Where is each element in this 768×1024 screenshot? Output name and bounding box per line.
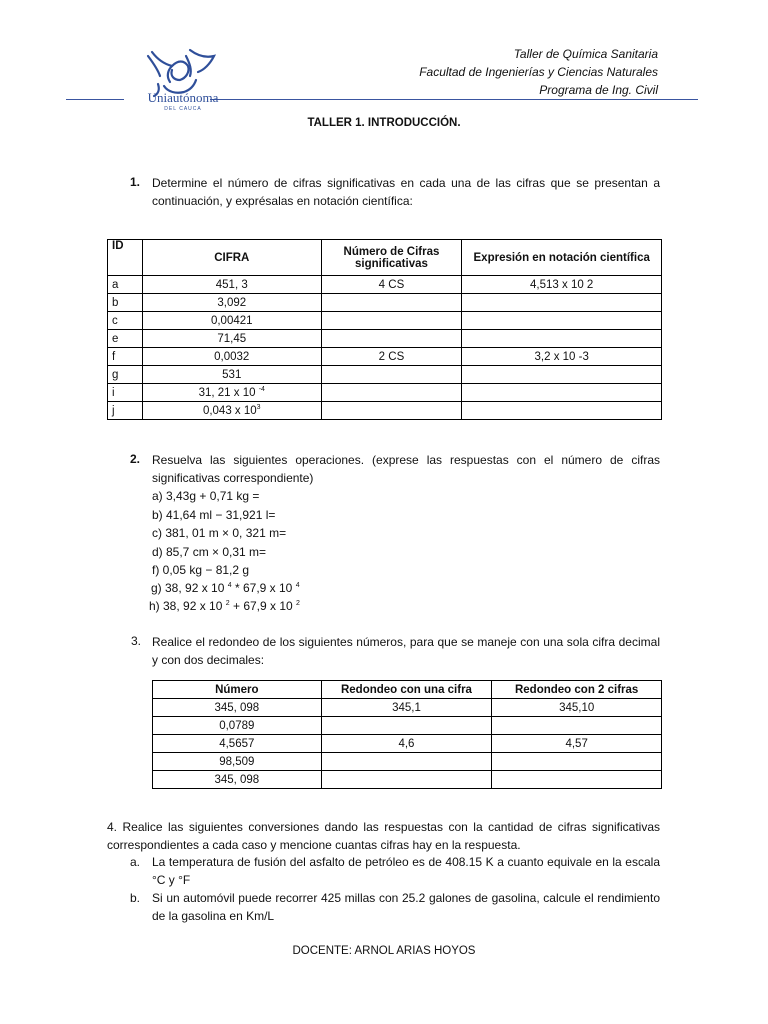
q2-op: f) 0,05 kg − 81,2 g [152, 563, 250, 577]
header-line-program: Programa de Ing. Civil [539, 83, 658, 97]
q1-cell-cs [321, 402, 462, 420]
table-row [108, 402, 662, 420]
q1-text: Determine el número de cifras significativas en cada una de las cifras que se presentan a continuación, y exprésalas en notación científica: [152, 176, 660, 208]
q3-cell-r1 [321, 771, 492, 789]
q1-cell-id: j [108, 402, 143, 420]
q4-text: 4. Realice las siguientes conversiones dando las respuestas con la cantidad de cifras significativas correspondientes a cada caso y mencione cuantas cifras hay en la respuesta. [107, 820, 660, 852]
q1-cell-id: g [108, 366, 143, 384]
q2-op: d) 85,7 cm × 0,31 m= [152, 544, 267, 559]
q3-cell-numero: 98,509 [153, 753, 322, 771]
q3-header-r2: Redondeo con 2 cifras [492, 681, 662, 699]
page-title: TALLER 1. INTRODUCCIÓN. [307, 117, 461, 129]
q1-cell-cs: 2 CS [321, 348, 462, 366]
q3-cell-r2: 345,10 [492, 699, 662, 717]
table-row [108, 312, 662, 330]
q4-b-label: b. [130, 891, 141, 905]
q1-cell-cs [321, 384, 462, 402]
q2-op: c) 381, 01 m × 0, 321 m= [152, 526, 287, 540]
q3-cell-numero: 345, 098 [153, 771, 322, 789]
q4-a-text: La temperatura de fusión del asfalto de petróleo es de 408.15 K a cuanto equivale en la escala °C y °F [152, 855, 660, 887]
q3-cell-r2: 4,57 [492, 735, 662, 753]
q1-header-exp: Expresión en notación científica [462, 240, 662, 276]
table-row [108, 294, 662, 312]
q3-cell-r2 [492, 771, 662, 789]
q3-number: 3. [131, 634, 142, 648]
q1-cell-cifra: 31, 21 x 10 $^{-4}$ [142, 384, 321, 402]
table-row [108, 366, 662, 384]
q4-a-label: a. [130, 855, 141, 869]
table-row [108, 276, 662, 294]
q1-table-header [108, 240, 662, 276]
q3-cell-r1: 345,1 [321, 699, 492, 717]
table-row [153, 771, 662, 789]
q1-cell-id: e [108, 330, 143, 348]
q1-cell-exp [462, 312, 662, 330]
q3-cell-r1: 4,6 [321, 735, 492, 753]
q3-text: Realice el redondeo de los siguientes números, para que se maneje con una sola cifra decimal y con dos decimales: [152, 635, 660, 667]
q1-cell-id: b [108, 294, 143, 312]
table-row [108, 330, 662, 348]
q2-text: Resuelva las siguientes operaciones. (exprese las respuestas con el número de cifras significativas correspondiente) [152, 453, 660, 485]
q1-cell-exp [462, 366, 662, 384]
q1-number: 1. [130, 175, 141, 189]
q2-number: 2. [130, 452, 141, 466]
q3-cell-r2 [492, 717, 662, 735]
q1-header-id: ID [108, 240, 143, 276]
q1-cell-cifra: 0,0032 [142, 348, 321, 366]
logo-subtext: DEL CAUCA [164, 106, 202, 112]
q1-cell-cs [321, 294, 462, 312]
q1-cell-exp [462, 330, 662, 348]
q2-op: a) 3,43g + 0,71 kg = [152, 489, 260, 503]
q1-cell-cifra: 0,043 x $10^3$ [142, 402, 321, 420]
table-row [153, 717, 662, 735]
q2-op: b) 41,64 ml − 31,921 l= [152, 507, 276, 522]
q1-cell-cifra: 3,092 [142, 294, 321, 312]
q1-cell-cs: 4 CS [321, 276, 462, 294]
table-row [108, 384, 662, 402]
q3-cell-r1 [321, 717, 492, 735]
footer-teacher: DOCENTE: ARNOL ARIAS HOYOS [292, 945, 476, 957]
q3-cell-numero: 345, 098 [153, 699, 322, 717]
q1-cell-exp [462, 384, 662, 402]
q1-cell-exp [462, 294, 662, 312]
table-row [153, 699, 662, 717]
q1-header-cifra: CIFRA [142, 240, 321, 276]
q1-cell-cifra: 531 [142, 366, 321, 384]
q1-cell-cs [321, 330, 462, 348]
q1-cell-id: i [108, 384, 143, 402]
q1-cell-id: a [108, 276, 143, 294]
q3-header-r1: Redondeo con una cifra [321, 681, 492, 699]
logo-text: Uniautónoma [147, 90, 219, 105]
q1-cell-cifra: 451, 3 [142, 276, 321, 294]
q3-header-numero: Número [153, 681, 322, 699]
q1-cell-cs [321, 312, 462, 330]
table-row [108, 348, 662, 366]
q3-cell-numero: 0,0789 [153, 717, 322, 735]
q3-cell-numero: 4,5657 [153, 735, 322, 753]
q1-header-cs: Número de Cifras significativas [321, 240, 462, 276]
q1-table [107, 239, 662, 420]
q2-op-g: g) 38, 92 x 10 $^4$ * 67,9 x 10 $^4$ [151, 581, 300, 595]
header-line-faculty: Facultad de Ingenierías y Ciencias Naturales [419, 65, 658, 79]
q4-b-text: Si un automóvil puede recorrer 425 millas con 25.2 galones de gasolina, calcule el rendimiento de la gasolina en Km/L [152, 891, 660, 923]
q1-cell-id: c [108, 312, 143, 330]
q1-cell-id: f [108, 348, 143, 366]
q3-table [152, 680, 662, 789]
q1-cell-cifra: 0,00421 [142, 312, 321, 330]
q3-cell-r1 [321, 753, 492, 771]
header-rule-left [66, 99, 124, 100]
header-text [419, 45, 658, 99]
university-logo [128, 46, 238, 116]
q1-cell-exp: 4,513 x 10 2 [462, 276, 662, 294]
header-line-course: Taller de Química Sanitaria [513, 47, 658, 61]
table-row [153, 753, 662, 771]
q1-cell-cs [321, 366, 462, 384]
q2-op-h: h) 38, 92 x 10 $^2$ + 67,9 x 10 $^2$ [149, 599, 300, 613]
q1-cell-cifra: 71,45 [142, 330, 321, 348]
table-row [153, 735, 662, 753]
q2-operations [152, 487, 286, 580]
q3-table-header [153, 681, 662, 699]
q1-cell-exp [462, 402, 662, 420]
q3-cell-r2 [492, 753, 662, 771]
header-rule-right [210, 99, 698, 100]
q1-cell-exp: 3,2 x 10 -3 [462, 348, 662, 366]
